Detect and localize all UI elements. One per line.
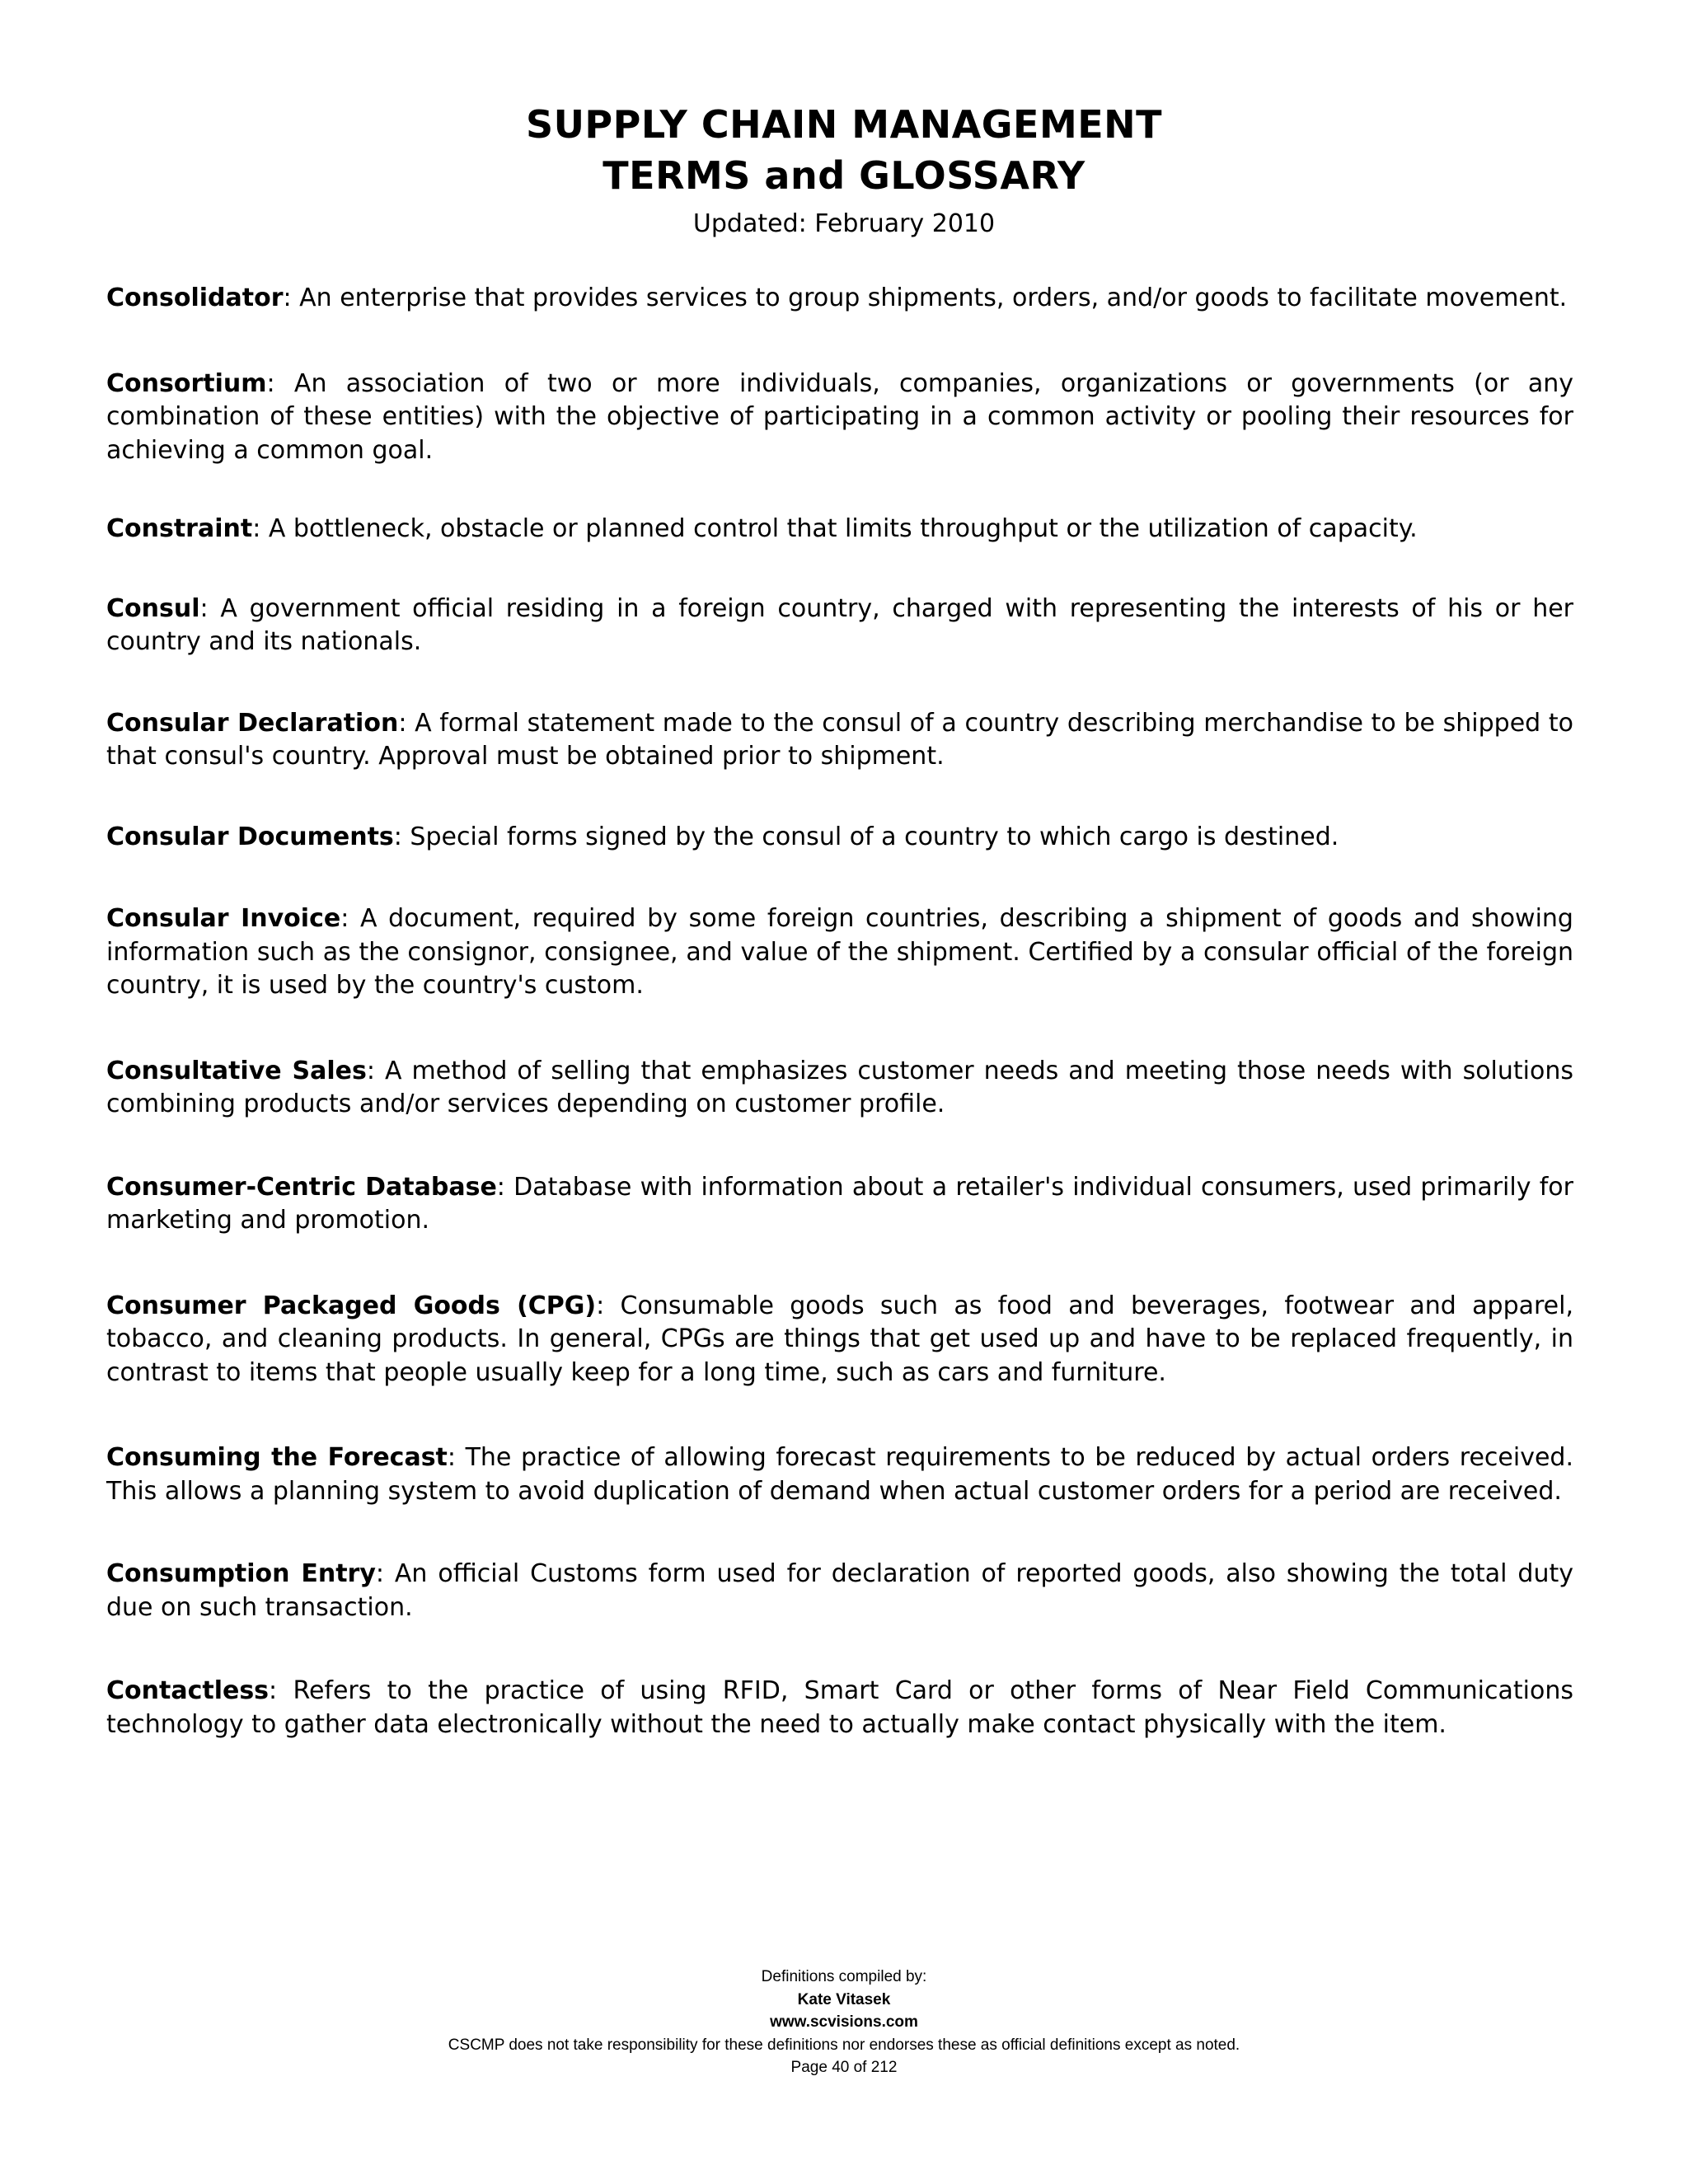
entry-definition: : Consumable goods such as food and beverages, footwear and apparel, tobacco, and cleaning products. In general, CPGs are things that get used up and have to be replaced frequently, in contrast to items that people usually keep for a long time, such as cars and furniture. [106, 1291, 1573, 1387]
entry-term: Consumer-Centric Database [106, 1172, 497, 1202]
glossary-entry [106, 1171, 1573, 1238]
glossary-entry [106, 1055, 1573, 1122]
entry-term: Consular Invoice [106, 904, 341, 933]
document-header [0, 99, 1688, 242]
entry-definition: : A method of selling that emphasizes customer needs and meeting those needs with solutions combining products and/or services depending on customer profile. [106, 1056, 1573, 1118]
entry-definition: : An official Customs form used for declaration of reported goods, also showing the total duty due on such transaction. [106, 1559, 1573, 1622]
footer-website: www.scvisions.com [770, 2013, 918, 2031]
entry-term: Consuming the Forecast [106, 1443, 448, 1472]
entry-term: Consular Documents [106, 822, 394, 851]
title-line-2: TERMS and GLOSSARY [603, 153, 1085, 198]
entry-definition: : Refers to the practice of using RFID, Smart Card or other forms of Near Field Communications technology to gather data electronically without the need to actually make contact physically with the item. [106, 1676, 1573, 1739]
entry-definition: : The practice of allowing forecast requirements to be reduced by actual orders received. This allows a planning system to avoid duplication of demand when actual customer orders for a period are received. [106, 1443, 1573, 1506]
entry-term: Constraint [106, 514, 253, 543]
entry-definition: : A formal statement made to the consul of a country describing merchandise to be shipped to that consul's country. Approval must be obtained prior to shipment. [106, 708, 1574, 771]
glossary-entry [106, 593, 1573, 659]
glossary-entry [106, 821, 1573, 855]
entry-definition: : A bottleneck, obstacle or planned control that limits throughput or the utilization of capacity. [252, 514, 1418, 543]
footer-compiled-by: Definitions compiled by: [761, 1968, 927, 1985]
glossary-entry [106, 1441, 1573, 1508]
glossary-entry [106, 368, 1573, 468]
entry-definition: : An association of two or more individuals, companies, organizations or governments (or any combination of these entities) with the objective of participating in a common activity or pooling their resources for achieving a common goal. [106, 368, 1573, 465]
entry-term: Consolidator [106, 284, 284, 312]
entry-term: Consortium [106, 368, 267, 398]
glossary-entry [106, 282, 1573, 316]
footer-author: Kate Vitasek [797, 1990, 891, 2008]
entry-term: Contactless [106, 1676, 270, 1705]
entry-term: Consumption Entry [106, 1559, 376, 1588]
title-line-1: SUPPLY CHAIN MANAGEMENT [525, 102, 1163, 147]
updated-date: Updated: February 2010 [692, 209, 996, 238]
entry-term: Consumer Packaged Goods (CPG) [106, 1291, 597, 1320]
entry-definition: : Special forms signed by the consul of a country to which cargo is destined. [393, 822, 1339, 851]
glossary-entry [106, 1558, 1573, 1624]
entry-term: Consular Declaration [106, 708, 399, 738]
entry-term: Consul [106, 593, 200, 623]
entry-definition: : A government official residing in a foreign country, charged with representing the interests of his or her country and its nationals. [106, 593, 1573, 656]
glossary-entry [106, 513, 1573, 546]
glossary-entry [106, 1290, 1573, 1390]
glossary-entries [106, 282, 1573, 1741]
entry-definition: : A document, required by some foreign countries, describing a shipment of goods and showing information such as the consignor, consignee, and value of the shipment. Certified by a consular official of the foreign country, it is used by the country's custom. [106, 904, 1573, 1000]
glossary-entry [106, 1675, 1573, 1741]
glossary-entry [106, 707, 1573, 774]
glossary-entry [106, 902, 1573, 1003]
entry-definition: : Database with information about a retailer's individual consumers, used primarily for marketing and promotion. [106, 1172, 1573, 1235]
document-footer [0, 1966, 1688, 2079]
footer-page-number: Page 40 of 212 [790, 2059, 898, 2076]
entry-definition: : An enterprise that provides services to group shipments, orders, and/or goods to facilitate movement. [283, 284, 1568, 312]
entry-term: Consultative Sales [106, 1056, 367, 1085]
footer-disclaimer: CSCMP does not take responsibility for these definitions nor endorses these as official definitions except as noted. [448, 2036, 1240, 2054]
